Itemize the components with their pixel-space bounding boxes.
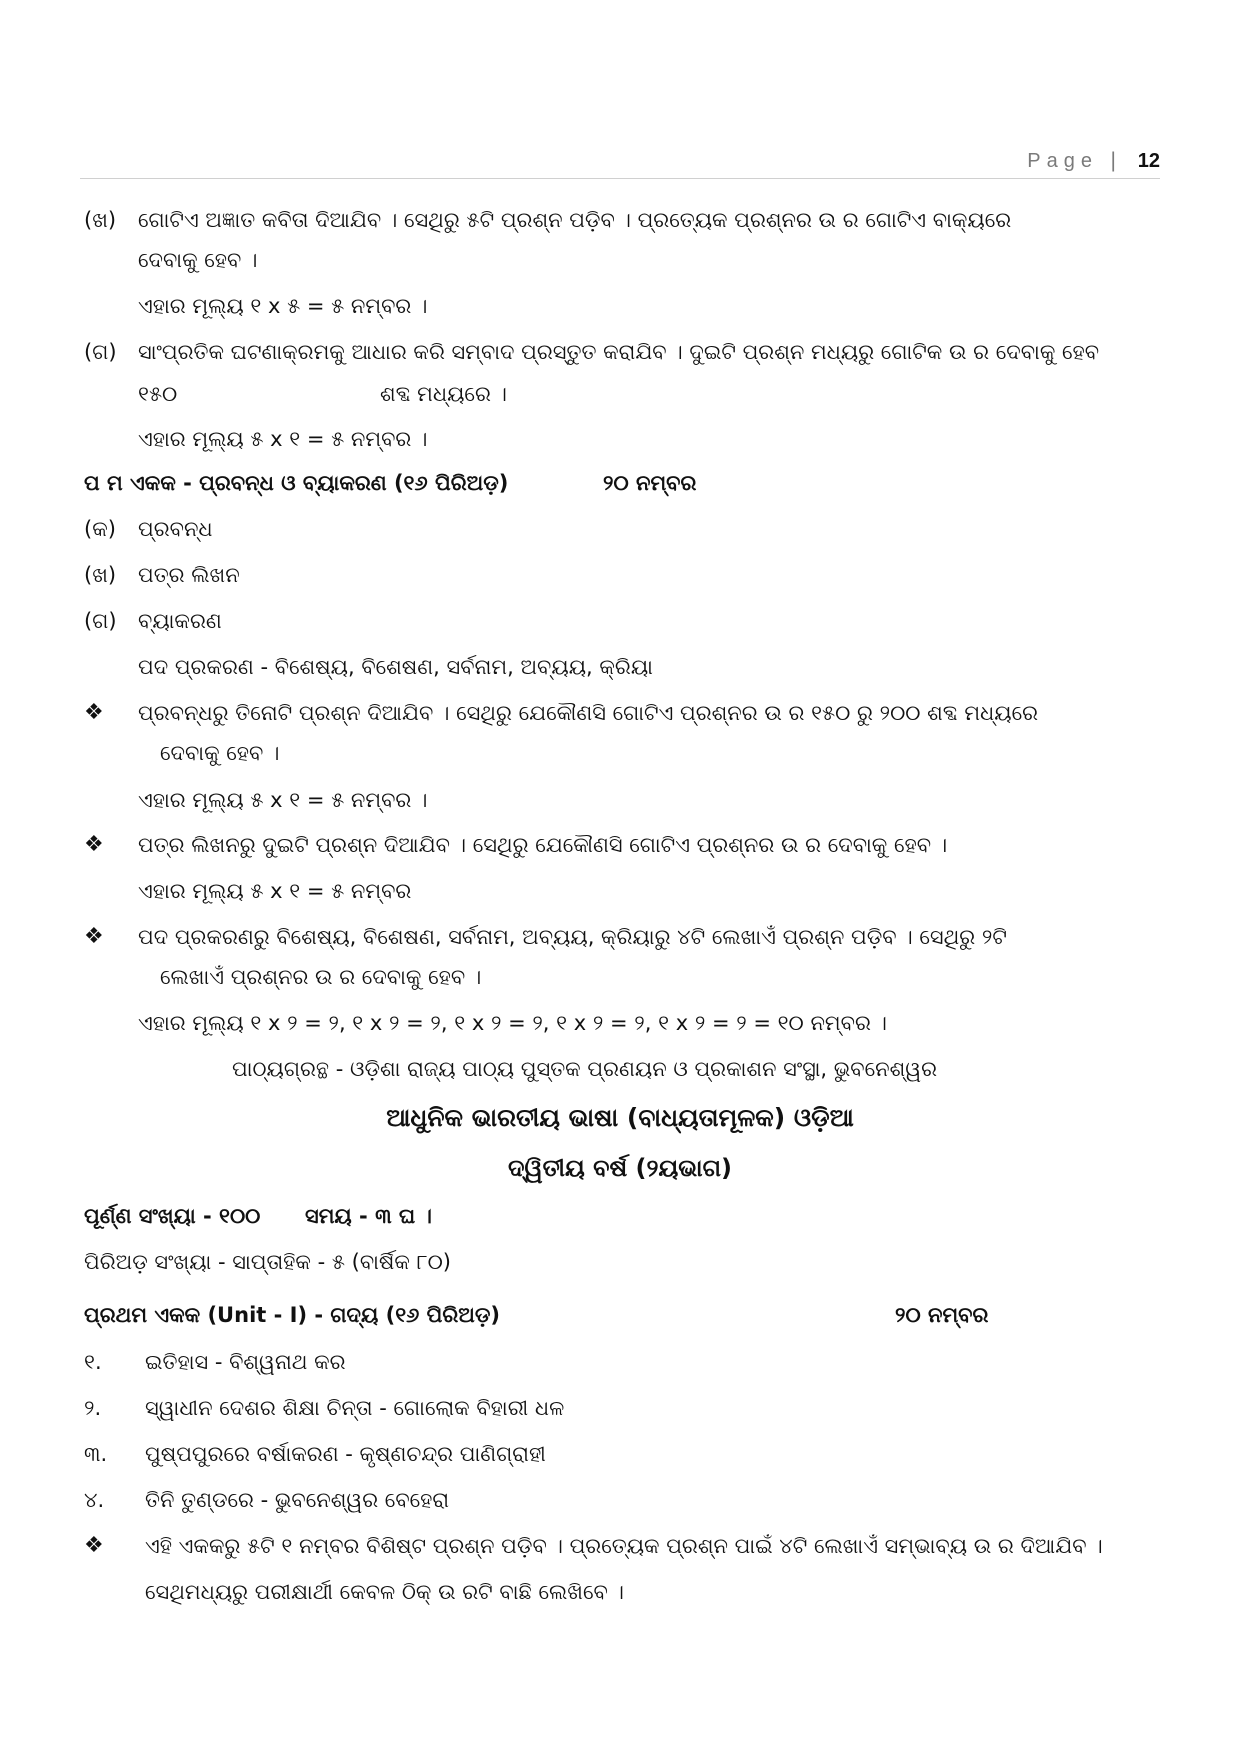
bullet-icon: ❖ [84, 1533, 104, 1558]
bullet-icon: ❖ [84, 700, 104, 725]
page-header [80, 150, 1160, 179]
lesson-title: ତିନି ତୁଣ୍ଡରେ - ଭୁବନେଶ୍ୱର ବେହେରା [145, 1488, 450, 1512]
topic-label: (କ) [84, 517, 116, 541]
lesson-title: ସ୍ୱାଧୀନ ଦେଶର ଶିକ୍ଷା ଚିନ୍ତା - ଗୋଲୋକ ବିହାରୀ ଧଳ [145, 1396, 565, 1420]
bullet-text-cont: ଲେଖାଏଁ ପ୍ରଶ୍ନର ଉ ର ଦେବାକୁ ହେବ । [160, 965, 482, 989]
lesson-number: ୪. [84, 1488, 105, 1512]
lesson-title: ପୁଷ୍ପପୁରରେ ବର୍ଷାକରଣ - କୃଷ୍ଣଚନ୍ଦ୍ର ପାଣିଗ୍ରାହୀ [145, 1442, 546, 1466]
section-ga-text-cont: ଶବ୍ଦ ମଧ୍ୟରେ । [380, 382, 507, 406]
lesson-title: ଇତିହାସ - ବିଶ୍ୱନାଥ କର [145, 1350, 346, 1374]
topic-text: ପତ୍ର ଲିଖନ [138, 563, 240, 587]
section-kha-text-cont: ଦେବାକୁ ହେବ । [138, 248, 258, 272]
section-ga-word-count: ୧୫୦ [138, 382, 178, 406]
page-number: 12 [1137, 150, 1160, 172]
unit-heading: ପ ମ ଏକକ - ପ୍ରବନ୍ଧ ଓ ବ୍ୟାକରଣ (୧୬ ପିରିଅଡ଼) [84, 471, 509, 495]
page-label: Page [1027, 150, 1098, 172]
bullet-text-cont: ସେଥିମଧ୍ୟରୁ ପରୀକ୍ଷାର୍ଥୀ କେବଳ ଠିକ୍ ଉ ରଟି ବାଛି ଲେଖିବେ । [145, 1580, 624, 1604]
course-subtitle: ଦ୍ୱିତୀୟ ବର୍ଷ (୨ୟଭାଗ) [507, 1154, 733, 1182]
unit-heading-marks: ୨୦ ନମ୍ବର [603, 471, 697, 495]
section-ga-text: ସାଂପ୍ରତିକ ଘଟଣାକ୍ରମକୁ ଆଧାର କରି ସମ୍ବାଦ ପ୍ରସ୍ତୁତ କରାଯିବ । ଦୁଇଟି ପ୍ରଶ୍ନ ମଧ୍ୟରୁ ଗୋଟିକ ଉ ର ଦେବାକୁ ହେବ [138, 340, 1100, 364]
topic-text: ବ୍ୟାକରଣ [138, 609, 222, 633]
bullet-icon: ❖ [84, 924, 104, 949]
lesson-number: ୩. [84, 1442, 108, 1466]
bullet-text: ପଦ ପ୍ରକରଣରୁ ବିଶେଷ୍ୟ, ବିଶେଷଣ, ସର୍ବନାମ, ଅବ୍ୟୟ, କ୍ରିୟାରୁ ୪ଟି ଲେଖାଏଁ ପ୍ରଶ୍ନ ପଡ଼ିବ । ସେଥିରୁ ୨ଟି [138, 925, 1007, 949]
bullet-marks: ଏହାର ମୂଲ୍ୟ ୧ x ୨ = ୨, ୧ x ୨ = ୨, ୧ x ୨ = ୨, ୧ x ୨ = ୨, ୧ x ୨ = ୨ = ୧୦ ନମ୍ବର । [138, 1011, 887, 1035]
section-kha-text: ଗୋଟିଏ ଅଜ୍ଞାତ କବିତା ଦିଆଯିବ । ସେଥିରୁ ୫ଟି ପ୍ରଶ୍ନ ପଡ଼ିବ । ପ୍ରତ୍ୟେକ ପ୍ରଶ୍ନର ଉ ର ଗୋଟିଏ ବାକ୍ୟରେ [138, 208, 1012, 232]
lesson-number: ୨. [84, 1396, 102, 1420]
full-marks: ପୂର୍ଣ୍ଣ ସଂଖ୍ୟା - ୧୦୦ [84, 1204, 261, 1228]
bullet-marks: ଏହାର ମୂଲ୍ୟ ୫ x ୧ = ୫ ନମ୍ବର [138, 879, 412, 903]
section-kha-marks: ଏହାର ମୂଲ୍ୟ ୧ x ୫ = ୫ ନମ୍ବର । [138, 294, 428, 318]
bullet-text-cont: ଦେବାକୁ ହେବ । [160, 741, 280, 765]
unit1-heading: ପ୍ରଥମ ଏକକ (Unit - I) - ଗଦ୍ୟ (୧୬ ପିରିଅଡ଼) [84, 1303, 500, 1327]
unit1-heading-marks: ୨୦ ନମ୍ବର [895, 1303, 989, 1327]
topic-label: (ଗ) [84, 609, 117, 633]
lesson-number: ୧. [84, 1350, 102, 1374]
bullet-text: ଏହି ଏକକରୁ ୫ଟି ୧ ନମ୍ବର ବିଶିଷ୍ଟ ପ୍ରଶ୍ନ ପଡ଼ିବ । ପ୍ରତ୍ୟେକ ପ୍ରଶ୍ନ ପାଇଁ ୪ଟି ଲେଖାଏଁ ସମ୍ଭାବ୍ୟ ଉ ର ଦିଆଯିବ । [145, 1534, 1103, 1558]
topic-text: ପ୍ରବନ୍ଧ [138, 517, 213, 541]
section-ga-label: (ଗ) [84, 340, 117, 364]
periods: ପିରିଅଡ଼ ସଂଖ୍ୟା - ସାପ୍ତାହିକ - ୫ (ବାର୍ଷିକ ୮୦) [84, 1250, 451, 1274]
bullet-marks: ଏହାର ମୂଲ୍ୟ ୫ x ୧ = ୫ ନମ୍ବର । [138, 788, 428, 812]
exam-time: ସମୟ - ୩ ଘ । [305, 1204, 432, 1228]
page-separator: | [1110, 149, 1116, 172]
topic-label: (ଖ) [84, 563, 117, 587]
section-kha-label: (ଖ) [84, 208, 117, 232]
bullet-text: ପତ୍ର ଲିଖନରୁ ଦୁଇଟି ପ୍ରଶ୍ନ ଦିଆଯିବ । ସେଥିରୁ ଯେକୌଣସି ଗୋଟିଏ ପ୍ରଶ୍ନର ଉ ର ଦେବାକୁ ହେବ । [138, 833, 948, 857]
bullet-icon: ❖ [84, 832, 104, 857]
bullet-text: ପ୍ରବନ୍ଧରୁ ତିନୋଟି ପ୍ରଶ୍ନ ଦିଆଯିବ । ସେଥିରୁ ଯେକୌଣସି ଗୋଟିଏ ପ୍ରଶ୍ନର ଉ ର ୧୫୦ ରୁ ୨୦୦ ଶବ୍ଦ ମଧ୍ୟରେ [138, 701, 1039, 725]
section-ga-marks: ଏହାର ମୂଲ୍ୟ ୫ x ୧ = ୫ ନମ୍ବର । [138, 427, 428, 451]
grammar-parts: ପଦ ପ୍ରକରଣ - ବିଶେଷ୍ୟ, ବିଶେଷଣ, ସର୍ବନାମ, ଅବ୍ୟୟ, କ୍ରିୟା [138, 655, 653, 679]
textbook-line: ପାଠ୍ୟଗ୍ରନ୍ଥ - ଓଡ଼ିଶା ରାଜ୍ୟ ପାଠ୍ୟ ପୁସ୍ତକ ପ୍ରଣୟନ ଓ ପ୍ରକାଶନ ସଂସ୍ଥା, ଭୁବନେଶ୍ୱର [232, 1057, 938, 1081]
course-title: ଆଧୁନିକ ଭାରତୀୟ ଭାଷା (ବାଧ୍ୟତାମୂଳକ) ଓଡ଼ିଆ [386, 1103, 854, 1132]
